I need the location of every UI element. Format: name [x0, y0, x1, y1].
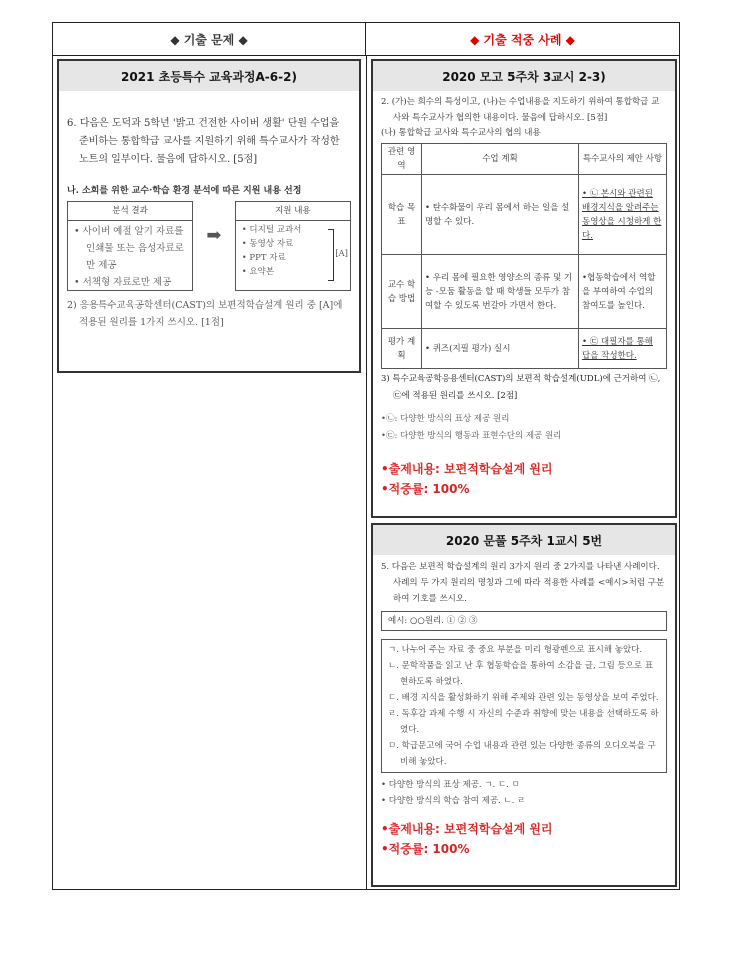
past-exam-box [57, 59, 361, 373]
table-row: 학습 목표 • 탄수화물이 우리 몸에서 하는 일을 설명할 수 있다. • ㉡ 본시와 관련된 배경지식을 알려주는 동영상을 시청하게 한다. [382, 175, 667, 255]
analysis-item: • 사이버 예절 알기 자료를 인쇄물 또는 음성자료로만 제공 [74, 226, 184, 271]
case-item: ㄱ. 나누어 주는 자료 중 중요 부분을 미리 형광펜으로 표시해 놓았다. [388, 645, 643, 655]
column-divider [366, 56, 367, 889]
header-hit-cases: ◆ 기출 적중 사례 ◆ [366, 23, 679, 56]
bracket-label: [A] [335, 249, 348, 259]
table-header: 특수교사의 제안 사항 [579, 144, 667, 175]
table-row: 교수 학습 방법 • 우리 몸에 필요한 영양소의 종류 및 기능 -모둠 활동을 할 때 학생들 모두가 참여할 수 있도록 번갈아 가면서 한다. •협동학습에서 역할을 부여하여 수업의 참여도를 높인다. [382, 255, 667, 329]
answer: • 다양한 방식의 학습 참여 제공. ㄴ. ㄹ [381, 796, 526, 806]
result-content: •출제내용: 보편적학습설계 원리 [381, 822, 553, 836]
subheading: 나. 소희를 위한 교수·학습 환경 분석에 따른 지원 내용 선정 [67, 186, 302, 196]
answer: • 다양한 방식의 표상 제공. ㄱ. ㄷ. ㅁ [381, 780, 520, 790]
support-item: • 디지털 교과서 [241, 225, 302, 235]
result-rate: •적중률: 100% [381, 482, 470, 496]
question-text: 2. (가)는 희수의 특성이고, (나)는 수업내용을 지도하기 위하여 통합학급 교사와 특수교사가 협의한 내용이다. 물음에 답하시오. [5점] [381, 97, 660, 123]
table-header: 수업 계획 [422, 144, 579, 175]
answer: •㉡: 다양한 방식의 표상 제공 원리 [381, 414, 510, 424]
hit-case-box-1 [371, 59, 677, 518]
sub-question: 3) 특수교육공학응용센터(CAST)의 보편적 학습설계(UDL)에 근거하여 ㉡, ㉢에 적용된 원리를 쓰시오. [2점] [381, 374, 661, 401]
document-table [52, 22, 680, 890]
table-header: 관련 영역 [382, 144, 422, 175]
support-item: • 요약본 [241, 267, 275, 277]
arrow-right-icon: ➡ [206, 225, 222, 246]
case-item: ㄷ. 배경 지식을 활성화하기 위해 주제와 관련 있는 동영상을 보여 주었다. [388, 693, 659, 703]
hit-case-box-2 [371, 523, 677, 887]
example-box: 예시: ○○원리. ① ② ③ [381, 611, 667, 631]
table-row: 평가 계획 • 퀴즈(지필 평가) 실시 • ㉢ 대필자를 통해 답을 작성한다. [382, 329, 667, 369]
cases-box [381, 639, 667, 773]
hit-case-title-2: 2020 문풀 5주차 1교시 5번 [373, 525, 675, 555]
result-content: •출제내용: 보편적학습설계 원리 [381, 462, 553, 476]
analysis-item: • 서책형 자료로만 제공 [74, 277, 172, 288]
header-past-exam: ◆ 기출 문제 ◆ [53, 23, 366, 56]
support-item: • 동영상 자료 [241, 239, 294, 249]
analysis-panel [67, 201, 193, 291]
analysis-header: 분석 결과 [67, 201, 193, 221]
support-header: 지원 내용 [235, 201, 351, 221]
case-item: ㄹ. 독후감 과제 수행 시 자신의 수준과 취향에 맞는 내용을 선택하도록 하였다. [388, 709, 659, 735]
support-panel [235, 201, 351, 291]
case-item: ㅁ. 학급문고에 국어 수업 내용과 관련 있는 다양한 종류의 오디오북을 구비해 놓았다. [388, 741, 656, 767]
support-item: • PPT 자료 [241, 253, 286, 263]
question-text: 5. 다음은 보편적 학습설계의 원리 3가지 원리 중 2가지를 나타낸 사례이다. 사례의 두 가지 원리의 명칭과 그에 따라 적용한 사례를 <예시>처럼 구분하여 기호를 쓰시오. [381, 562, 665, 604]
case-item: ㄴ. 문학작품을 읽고 난 후 협동학습을 통하여 소감을 글, 그림 등으로 표현하도록 하였다. [388, 661, 654, 687]
result-rate: •적중률: 100% [381, 842, 470, 856]
answer: •㉢: 다양한 방식의 행동과 표현수단의 제공 원리 [381, 431, 562, 441]
past-exam-title: 2021 초등특수 교육과정A-6-2) [59, 61, 359, 91]
bracket [328, 229, 334, 281]
subheading: (나) 통합학급 교사와 특수교사의 협의 내용 [381, 128, 541, 138]
sub-question: 2) 응용특수교육공학센터(CAST)의 보편적학습설계 원리 중 [A]에 적용된 원리를 1가지 쓰시오. [1점] [67, 300, 343, 328]
hit-case-title-1: 2020 모고 5주차 3교시 2-3) [373, 61, 675, 91]
consultation-table [381, 143, 667, 369]
question-text: 6. 다음은 도덕과 5학년 '밝고 건전한 사이버 생활' 단원 수업을 준비하는 통합학급 교사를 지원하기 위해 특수교사가 작성한 노트의 일부이다. 물음에 답하시오. [5점] [67, 118, 340, 165]
